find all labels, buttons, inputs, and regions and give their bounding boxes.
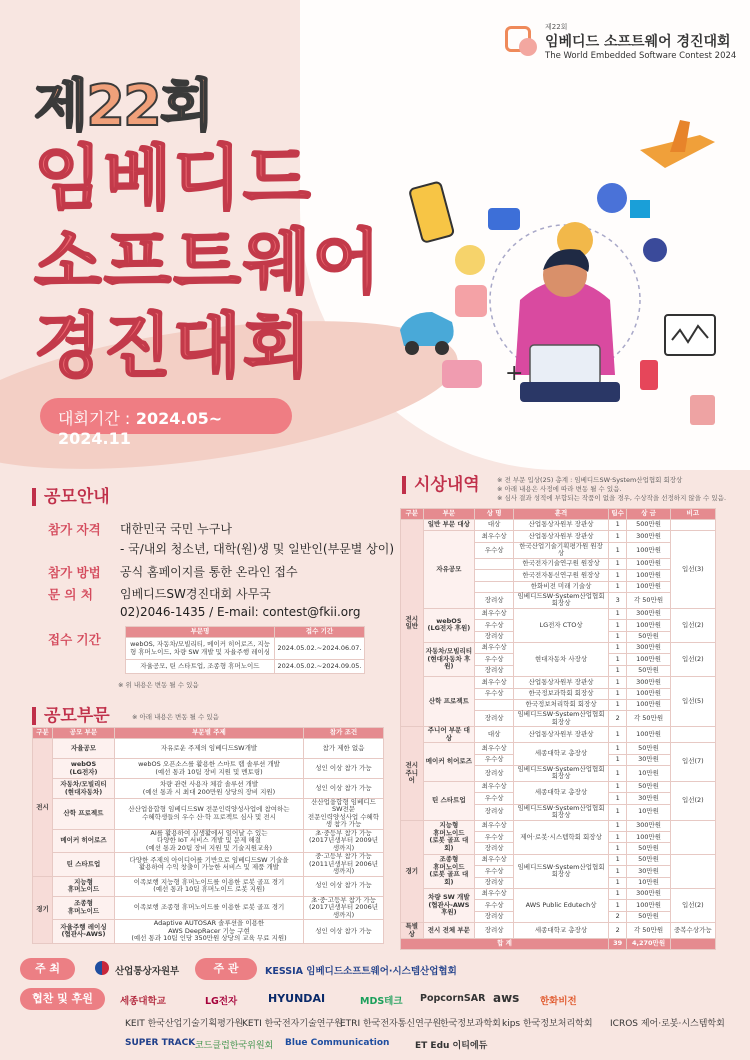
sponsor-aws: aws (493, 991, 520, 1005)
division-group: 경기 (33, 876, 53, 943)
awards-heading: 시상내역 (402, 476, 480, 494)
awards-honor: 한화비전 미래 기술상 (514, 581, 609, 592)
sponsor-kiise: 한국정보과학회 (440, 1019, 501, 1029)
awards-prize: 100만원 (627, 620, 670, 631)
awards-prize-name: 장려상 (475, 911, 514, 922)
awards-prize: 300만원 (627, 677, 670, 688)
awards-header: 부문 (423, 509, 474, 520)
awards-prize: 100만원 (627, 900, 670, 911)
division-name: webOS (LG전자) (53, 759, 115, 779)
awards-honor: 한국정보처리학회 회장상 (514, 699, 609, 710)
awards-table (400, 508, 716, 950)
awards-honor: 제어·로봇·시스템학회 회장상 (514, 820, 609, 854)
car-wheel-icon (405, 341, 419, 355)
awards-note-cell: 입선(3) (670, 531, 715, 608)
awards-note-cell: 입선(7) (670, 743, 715, 782)
awards-teams: 1 (608, 877, 627, 888)
sponsor-popcornsar: PopcornSAR (420, 993, 486, 1004)
awards-prize: 100만원 (627, 654, 670, 665)
hero-title-line-2: 소프트웨어 (34, 221, 383, 303)
table-row (401, 727, 716, 743)
awards-note-cell (670, 727, 715, 743)
awards-prize-name: 최우수상 (475, 531, 514, 542)
awards-prize-name: 우수상 (475, 754, 514, 765)
awards-teams: 2 (608, 923, 627, 939)
awards-prize-name: 우수상 (475, 866, 514, 877)
awards-prize-name: 우수상 (475, 832, 514, 843)
awards-prize-name: 대상 (475, 520, 514, 531)
awards-teams: 2 (608, 911, 627, 922)
awards-prize: 30만원 (627, 793, 670, 804)
reception-cell: 2024.05.02.~2024.06.07. (275, 638, 365, 660)
division-condition: 성인 이상 참가 가능 (304, 759, 384, 779)
awards-prize-name: 최우수상 (475, 854, 514, 865)
awards-header: 구분 (401, 509, 424, 520)
awards-division: 주니어 부문 대상 (423, 727, 474, 743)
awards-prize: 100만원 (627, 699, 670, 710)
awards-division: 메이커 히어로즈 (423, 743, 474, 782)
guide-label-eligibility: 참가 자격 (48, 522, 101, 537)
awards-prize-name: 대상 (475, 727, 514, 743)
division-condition: 참가 제한 없음 (304, 739, 384, 759)
division-name: 지능형 휴머노이드 (53, 876, 115, 896)
awards-prize-name (475, 581, 514, 592)
awards-prize-name: 최우수상 (475, 643, 514, 654)
awards-prize-name: 장려상 (475, 631, 514, 642)
division-topic: Adaptive AUTOSAR 솔루션을 이용한 AWS DeepRacer 기능 구현 (예선 통과 10팀 인당 350만원 상당의 교육 무료 지원) (115, 920, 304, 943)
awards-prize-name: 우수상 (475, 542, 514, 558)
sponsor-label: 협찬 및 후원 (20, 988, 105, 1010)
cpu-icon (455, 245, 485, 275)
awards-prize-name: 장려상 (475, 766, 514, 782)
division-topic: 자유로운 주제의 임베디드SW개발 (115, 739, 304, 759)
division-topic: 이족보행 조종형 휴머노이드를 이용한 로봇 골프 경기 (115, 896, 304, 919)
awards-prize-name: 장려상 (475, 711, 514, 727)
awards-prize-name: 최우수상 (475, 781, 514, 792)
awards-teams: 1 (608, 820, 627, 831)
chart-monitor-icon (665, 315, 715, 355)
awards-prize: 각 50만원 (627, 923, 670, 939)
awards-total-teams: 39 (608, 939, 627, 950)
awards-teams: 1 (608, 581, 627, 592)
awards-prize-name: 최우수상 (475, 820, 514, 831)
awards-prize-name: 장려상 (475, 592, 514, 608)
awards-division: 전시 전체 부문 (423, 923, 474, 939)
guide-eligibility-line-2: - 국/내외 청소년, 대학(원)생 및 일반인(부문별 상이) (120, 542, 395, 556)
awards-group: 전시 일반 (401, 520, 424, 727)
reception-table (125, 626, 365, 674)
awards-prize-name: 최우수상 (475, 743, 514, 754)
period-label: 대회기간 : (58, 409, 131, 428)
sponsor-sejong: 세종대학교 (120, 996, 166, 1007)
awards-teams: 1 (608, 558, 627, 569)
chat-bubble-icon (488, 208, 520, 230)
division-condition: 중·고등부 참가 가능 (2011년생부터 2006년생까지) (304, 853, 384, 876)
awards-teams: 1 (608, 654, 627, 665)
awards-honor: AWS Public Edutech상 (514, 889, 609, 923)
division-name: 자동차/모빌리티 (현대자동차) (53, 779, 115, 799)
awards-prize: 50만원 (627, 665, 670, 676)
awards-teams: 1 (608, 608, 627, 619)
division-topic: 이족보행 지능형 휴머노이드를 이용한 로봇 골프 경기 (예선 통과 10팀 휴머노이드 로봇 지원) (115, 876, 304, 896)
awards-division: 조종형 휴머노이드 (로봇 골프 대회) (423, 854, 474, 888)
awards-teams: 1 (608, 754, 627, 765)
awards-prize: 각 50만원 (627, 711, 670, 727)
awards-honor: 임베디드SW·System산업협회 회장상 (514, 854, 609, 888)
awards-note-cell: 입선(5) (670, 677, 715, 727)
laptop-icon (530, 345, 600, 385)
awards-teams: 1 (608, 781, 627, 792)
map-card-icon (442, 360, 482, 388)
division-name: 자율주행 레이싱 (협관사-AWS) (53, 920, 115, 943)
awards-prize-name: 장려상 (475, 665, 514, 676)
awards-note-cell: 입선(2) (670, 643, 715, 677)
awards-prize-name: 최우수상 (475, 889, 514, 900)
awards-division: 차량 SW 개발 (협관사-AWS 후원) (423, 889, 474, 923)
awards-note-cell: 입선(2) (670, 889, 715, 923)
table-row (33, 829, 384, 852)
awards-teams: 1 (608, 727, 627, 743)
awards-prize: 50만원 (627, 631, 670, 642)
awards-prize: 50만원 (627, 854, 670, 865)
awards-header: 상 명 (475, 509, 514, 520)
table-row (401, 889, 716, 900)
awards-prize: 100만원 (627, 542, 670, 558)
awards-honor: 임베디드SW·System산업협회 회장상 (514, 766, 609, 782)
awards-note-cell (670, 520, 715, 531)
table-row (33, 759, 384, 779)
awards-prize-name (475, 570, 514, 581)
awards-prize: 100만원 (627, 832, 670, 843)
pink-chip-icon (455, 285, 487, 317)
taegeuk-icon (95, 961, 109, 975)
sponsor-mds: MDS테크 (360, 996, 403, 1007)
sponsor-icros: ICROS 제어·로봇·시스템학회 (610, 1019, 725, 1029)
awards-division: 자유공모 (423, 531, 474, 608)
table-row (33, 876, 384, 896)
awards-honor: 한국전자통신연구원 원장상 (514, 570, 609, 581)
plus-icon: + (505, 361, 524, 386)
awards-prize: 100만원 (627, 688, 670, 699)
footer (20, 948, 730, 1058)
person-bubble-icon (597, 183, 627, 213)
sponsor-hanwha: 한화비전 (540, 996, 577, 1007)
reception-cell: webOS, 자동차/모빌리티, 메이커 히어로즈, 지능형 휴머노이드, 차량 SW 개발 및 자율주행 레이싱 (126, 638, 275, 660)
awards-teams: 1 (608, 766, 627, 782)
awards-teams: 3 (608, 592, 627, 608)
awards-honor: 세종대학교 총장상 (514, 781, 609, 804)
division-header: 공모 부문 (53, 728, 115, 739)
table-row (126, 638, 365, 660)
awards-teams: 1 (608, 793, 627, 804)
period-value: 2024.05~ 2024.11 (58, 409, 223, 448)
awards-prize-name: 최우수상 (475, 677, 514, 688)
awards-prize: 10만원 (627, 877, 670, 888)
awards-prize-name: 우수상 (475, 793, 514, 804)
contest-period-badge (40, 398, 292, 448)
sponsor-kips: kips 한국정보처리학회 (502, 1019, 593, 1029)
table-row (33, 920, 384, 943)
awards-division: 자동차/모빌리티 (현대자동차 후원) (423, 643, 474, 677)
host-label: 주 최 (20, 958, 75, 980)
screen-icon (630, 200, 650, 218)
reception-cell: 2024.05.02.~2024.09.05. (275, 660, 365, 674)
sponsor-supertrack: SUPER TRACK (125, 1038, 196, 1048)
awards-note-cell (670, 854, 715, 888)
division-header: 참가 조건 (304, 728, 384, 739)
awards-division: 일반 부문 대상 (423, 520, 474, 531)
division-heading: 공모부문 (32, 707, 110, 725)
organizer-name: KESSIA 임베디드소프트웨어·시스템산업협회 (265, 966, 457, 977)
reception-cell: 자율공모, 틴 스타트업, 조종형 휴머노이드 (126, 660, 275, 674)
awards-division: 산학 프로젝트 (423, 677, 474, 727)
awards-prize-name: 우수상 (475, 620, 514, 631)
awards-note: ※ 심사 결과 성적에 부합되는 작품이 없을 경우, 수상작을 선정하지 않을 수 있음. (497, 493, 727, 502)
reception-note: ※ 위 내용은 변동 될 수 있음 (118, 681, 199, 689)
division-condition: 성인 이상 참가 가능 (304, 920, 384, 943)
division-condition: 초·중등부 참가 가능 (2017년생부터 2009년생까지) (304, 829, 384, 852)
table-row (401, 923, 716, 939)
network-icon (643, 238, 667, 262)
division-name: 메이커 히어로즈 (53, 829, 115, 852)
awards-prize-name: 우수상 (475, 688, 514, 699)
division-group: 전시 (33, 739, 53, 877)
awards-prize-name: 장려상 (475, 877, 514, 888)
hero-title-line-3: 경진대회 (34, 305, 313, 387)
awards-prize-name: 우수상 (475, 654, 514, 665)
awards-teams: 1 (608, 699, 627, 710)
reception-header-division: 부문명 (126, 627, 275, 638)
awards-teams: 1 (608, 520, 627, 531)
awards-teams: 1 (608, 900, 627, 911)
awards-teams: 1 (608, 665, 627, 676)
awards-prize-name: 우수상 (475, 900, 514, 911)
table-row (401, 531, 716, 542)
logo-dot-icon (519, 38, 537, 56)
guide-contact-line-1: 임베디드SW경진대회 사무국 (120, 587, 271, 601)
awards-prize: 300만원 (627, 531, 670, 542)
sponsor-etedu: ET Edu 이티에듀 (415, 1041, 488, 1051)
awards-teams: 2 (608, 711, 627, 727)
table-row (401, 677, 716, 688)
awards-prize: 30만원 (627, 754, 670, 765)
logo-name-ko: 임베디드 소프트웨어 경진대회 (545, 34, 731, 50)
awards-prize: 100만원 (627, 581, 670, 592)
awards-prize: 500만원 (627, 520, 670, 531)
sponsor-hyundai: HYUNDAI (268, 992, 326, 1005)
awards-teams: 1 (608, 804, 627, 820)
table-row (33, 779, 384, 799)
table-row (126, 660, 365, 674)
sponsor-codeclub: 코드클럽한국위원회 (195, 1041, 274, 1051)
division-condition: 성인 이상 참가 가능 (304, 779, 384, 799)
table-row (33, 896, 384, 919)
table-row (33, 739, 384, 759)
sponsor-blue: Blue Communication (285, 1038, 390, 1048)
hero-illustration (380, 90, 740, 450)
awards-group: 전시 주니어 (401, 727, 424, 820)
awards-honor: 산업통상자원부 장관상 (514, 727, 609, 743)
guide-label-reception: 접수 기간 (48, 632, 101, 647)
awards-note-cell (670, 820, 715, 854)
table-row (401, 520, 716, 531)
awards-prize-name: 최우수상 (475, 608, 514, 619)
awards-prize: 100만원 (627, 570, 670, 581)
guide-label-contact: 문 의 처 (48, 587, 93, 602)
awards-header: 상 금 (627, 509, 670, 520)
division-table (32, 727, 384, 944)
car-icon (400, 312, 454, 346)
division-name: 틴 스타트업 (53, 853, 115, 876)
division-condition: 산산업융합형 임베디드SW전문 전문인력양성사업 수혜학생 참가 가능 (304, 799, 384, 830)
cup-icon (640, 360, 658, 390)
awards-teams: 1 (608, 854, 627, 865)
guide-heading: 공모안내 (32, 488, 110, 506)
smartphone-icon (409, 181, 454, 242)
awards-honor: 임베디드SW·System산업협회 회장상 (514, 592, 609, 608)
awards-header: 비고 (670, 509, 715, 520)
awards-prize: 50만원 (627, 911, 670, 922)
guide-contact-line-2: 02)2046-1435 / E-mail: contest@fkii.org (120, 605, 361, 619)
awards-teams: 1 (608, 866, 627, 877)
awards-teams: 1 (608, 677, 627, 688)
awards-honor: 한국산업기술기획평가원 원장상 (514, 542, 609, 558)
awards-prize: 300만원 (627, 643, 670, 654)
awards-prize-name (475, 699, 514, 710)
awards-notes (497, 476, 726, 502)
awards-prize-name (475, 558, 514, 569)
awards-honor: 임베디드SW·System산업협회 회장상 (514, 804, 609, 820)
awards-prize: 각 50만원 (627, 592, 670, 608)
sponsor-etri: ETRI 한국전자통신연구원 (340, 1019, 442, 1029)
awards-honor: 산업통상자원부 장관상 (514, 531, 609, 542)
awards-header: 팀수 (608, 509, 627, 520)
awards-honor: 산업통상자원부 장관상 (514, 520, 609, 531)
division-header: 부문별 주제 (115, 728, 304, 739)
awards-note: ※ 아래 내용은 사정에 따라 변동 될 수 있음. (497, 484, 622, 493)
awards-teams: 1 (608, 832, 627, 843)
awards-teams: 1 (608, 688, 627, 699)
guide-eligibility-line-1: 대한민국 국민 누구나 (120, 522, 232, 536)
table-row (401, 854, 716, 865)
division-topic: webOS 오픈소스를 활용한 스마트 랩 솔루션 개발 (예선 통과 10팀 장비 지원 및 멘토링) (115, 759, 304, 779)
logo-edition: 제22회 (545, 23, 568, 31)
awards-note: ※ 전 부문 입상(25) 총계 : 임베디드SW·System산업협회 회장상 (497, 476, 683, 484)
awards-total-label: 합 계 (401, 939, 609, 950)
awards-honor: 세종대학교 총장상 (514, 923, 609, 939)
contest-logo (505, 22, 745, 72)
division-topic: 산산업융합형 임베디드SW 전문인력양성사업에 참여하는 수혜학생들의 우수 산·학 프로젝트 심사 및 전시 (115, 799, 304, 830)
awards-prize: 100만원 (627, 727, 670, 743)
awards-prize-name: 장려상 (475, 804, 514, 820)
division-name: 산학 프로젝트 (53, 799, 115, 830)
awards-group: 특별상 (401, 923, 424, 939)
awards-teams: 1 (608, 620, 627, 631)
awards-division: 틴 스타트업 (423, 781, 474, 820)
awards-division: webOS (LG전자 후원) (423, 608, 474, 642)
awards-prize: 300만원 (627, 608, 670, 619)
table-row (401, 820, 716, 831)
guide-method-line-1: 공식 홈페이지를 통한 온라인 접수 (120, 565, 298, 579)
division-name: 자율공모 (53, 739, 115, 759)
awards-group: 경기 (401, 820, 424, 923)
guide-label-method: 참가 방법 (48, 565, 101, 580)
logo-name-en: The World Embedded Software Contest 2024 (545, 51, 737, 61)
awards-prize: 300만원 (627, 889, 670, 900)
awards-honor: LG전자 CTO상 (514, 608, 609, 642)
awards-teams: 1 (608, 843, 627, 854)
awards-honor: 세종대학교 총장상 (514, 743, 609, 766)
awards-honor: 현대자동차 사장상 (514, 643, 609, 677)
division-header: 구분 (33, 728, 53, 739)
awards-note-cell: 입선(2) (670, 608, 715, 642)
awards-prize: 50만원 (627, 743, 670, 754)
awards-prize: 10만원 (627, 766, 670, 782)
table-row (401, 781, 716, 792)
awards-honor: 임베디드SW·System산업협회 회장상 (514, 711, 609, 727)
awards-teams: 1 (608, 570, 627, 581)
awards-prize-name: 장려상 (475, 923, 514, 939)
table-row (401, 608, 716, 619)
reception-header-period: 접수 기간 (275, 627, 365, 638)
table-row (33, 853, 384, 876)
division-name: 조종형 휴머노이드 (53, 896, 115, 919)
division-note: ※ 아래 내용은 변동 될 수 있음 (132, 713, 219, 721)
awards-prize: 300만원 (627, 820, 670, 831)
awards-note-cell: 입선(2) (670, 781, 715, 820)
awards-teams: 1 (608, 643, 627, 654)
awards-teams: 1 (608, 743, 627, 754)
awards-honor: 한국전자기술연구원 원장상 (514, 558, 609, 569)
hero-title-line-1: 임베디드 (34, 137, 313, 219)
awards-prize-name: 장려상 (475, 843, 514, 854)
sponsor-keit: KEIT 한국산업기술기획평가원 (125, 1019, 244, 1029)
sponsor-keti: KETI 한국전자기술연구원 (242, 1019, 343, 1029)
table-row (401, 643, 716, 654)
awards-prize: 50만원 (627, 843, 670, 854)
awards-note-cell: 중복수상가능 (670, 923, 715, 939)
organizer-label: 주 관 (195, 958, 257, 980)
awards-header: 훈격 (514, 509, 609, 520)
division-condition: 초·중·고등부 참가 가능 (2017년생부터 2006년생까지) (304, 896, 384, 919)
host-name: 산업통상자원부 (115, 966, 180, 977)
sponsor-lg: LG전자 (205, 996, 238, 1007)
division-condition: 성인 이상 참가 가능 (304, 876, 384, 896)
table-row (33, 799, 384, 830)
developer-legs (520, 382, 620, 402)
division-topic: 다양한 주제의 아이디어를 기반으로 임베디드SW 기술을 활용하여 수익 창출이 가능한 서비스 및 제품 개발 (115, 853, 304, 876)
table-row (401, 743, 716, 754)
awards-prize: 30만원 (627, 866, 670, 877)
awards-teams: 1 (608, 542, 627, 558)
division-topic: AI를 활용하여 실생활에서 일어날 수 있는 다양한 IoT 서비스 개발 및 문제 해결 (예선 통과 20팀 장비 지원 및 기술지원교육) (115, 829, 304, 852)
car-wheel-icon (435, 341, 449, 355)
awards-total-prize: 4,270만원 (627, 939, 670, 950)
awards-teams: 1 (608, 531, 627, 542)
division-topic: 차량 관련 사용자 체감 솔루션 개발 (예선 통과 시 최대 200만원 상당의 장비 지원) (115, 779, 304, 799)
hero-edition: 제22회 (34, 74, 213, 139)
awards-teams: 1 (608, 889, 627, 900)
desk-device-icon (690, 395, 715, 425)
awards-honor: 산업통상자원부 장관상 (514, 677, 609, 688)
awards-prize: 100만원 (627, 558, 670, 569)
awards-teams: 1 (608, 631, 627, 642)
awards-division: 지능형 휴머노이드 (로봇 골프 대회) (423, 820, 474, 854)
awards-honor: 한국정보과학회 회장상 (514, 688, 609, 699)
awards-prize: 50만원 (627, 781, 670, 792)
awards-prize: 10만원 (627, 804, 670, 820)
